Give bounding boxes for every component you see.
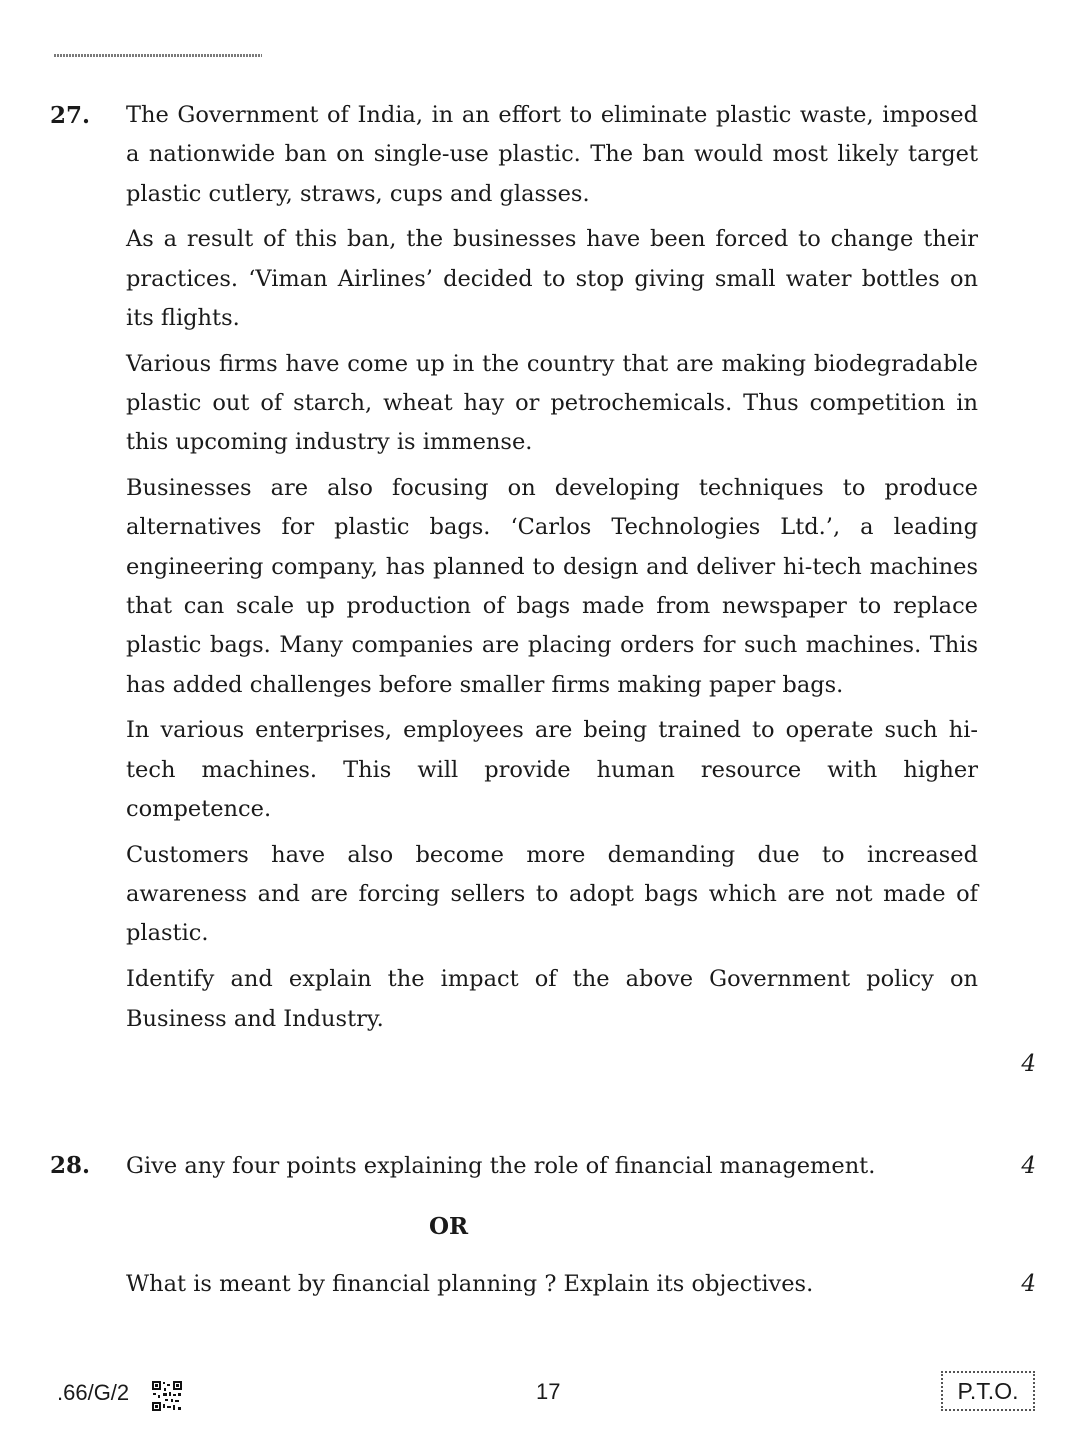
qr-code-icon xyxy=(151,1380,183,1412)
question-28-alternative-text: What is meant by financial planning ? Explain its objectives. xyxy=(126,1271,814,1297)
q27-paragraph: The Government of India, in an effort to eliminate plastic waste, imposed a nationwide ban on single-use plastic. The ban would most likely target plastic cutlery, straws, cups and glasses. xyxy=(126,102,978,207)
pto-label: P.T.O. xyxy=(941,1371,1035,1411)
q27-paragraph: In various enterprises, employees are being trained to operate such hi-tech machines. This will provide human resource with higher competence. xyxy=(126,717,978,823)
question-27-body xyxy=(126,96,978,1045)
question-28-text: Give any four points explaining the role of financial management. xyxy=(126,1153,876,1179)
question-27-number: 27. xyxy=(50,102,91,129)
q27-paragraph: As a result of this ban, the businesses have been forced to change their practices. ‘Viman Airlines’ decided to stop giving small water bottles on its flights. xyxy=(126,226,978,331)
q27-paragraph: Customers have also become more demanding due to increased awareness and are forcing sellers to adopt bags which are not made of plastic. xyxy=(126,841,978,947)
question-28-marks: 4 xyxy=(1021,1153,1036,1179)
q27-paragraph: Businesses are also focusing on developing techniques to produce alternatives for plastic bags. ‘Carlos Technologies Ltd.’, a leading engineering company, has planned to design and deliver hi-tech machines that can scale up production of bags made from newspaper to replace plastic bags. Many companies are placing orders for such machines. This has added challenges before smaller firms making paper bags. xyxy=(126,475,978,698)
header-dotted-rule xyxy=(54,54,262,57)
question-28-alternative-marks: 4 xyxy=(1021,1271,1036,1297)
question-27-marks: 4 xyxy=(1021,1051,1036,1077)
q27-question-prompt: Identify and explain the impact of the above Government policy on Business and Industry. xyxy=(126,966,978,1032)
paper-code: .66/G/2 xyxy=(57,1380,130,1405)
or-heading: OR xyxy=(429,1213,469,1240)
page-number: 17 xyxy=(536,1379,561,1404)
q27-paragraph: Various firms have come up in the country that are making biodegradable plastic out of starch, wheat hay or petrochemicals. Thus competition in this upcoming industry is immense. xyxy=(126,350,978,456)
question-28-number: 28. xyxy=(50,1152,91,1179)
